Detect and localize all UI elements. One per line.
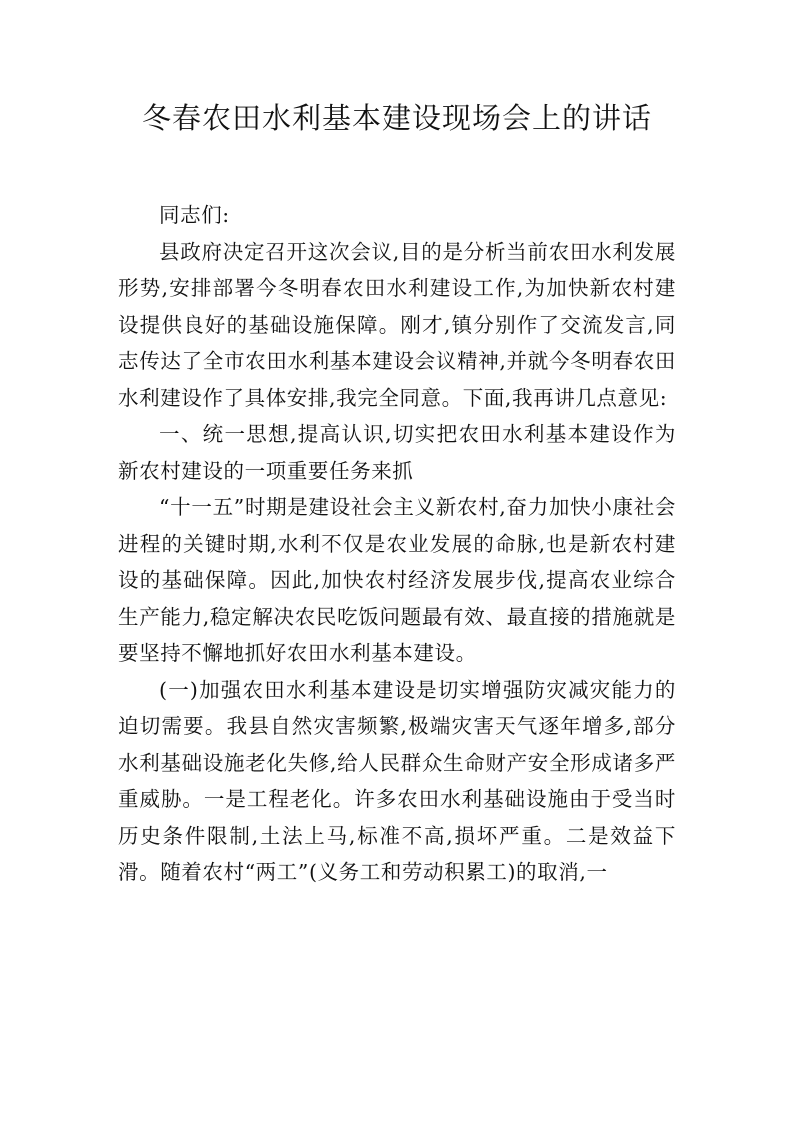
paragraph-intro: 县政府决定召开这次会议,目的是分析当前农田水利发展形势,安排部署今冬明春农田水利建设工作,为加快新农村建设提供良好的基础设施保障。刚才,镇分别作了交流发言,同志传达了全市农田水利基本建设会议精神,并就今冬明春农田水利建设作了具体安排,我完全同意。下面,我再讲几点意见: bbox=[118, 239, 676, 410]
greeting: 同志们: bbox=[159, 203, 230, 227]
document-body bbox=[118, 197, 676, 891]
section-heading-1: 一、统一思想,提高认识,切实把农田水利基本建设作为新农村建设的一项重要任务来抓 bbox=[118, 422, 676, 483]
paragraph-disaster-prevention: (一)加强农田水利基本建设是切实增强防灾减灾能力的迫切需要。我县自然灾害频繁,极端灾害天气逐年增多,部分水利基础设施老化失修,给人民群众生命财产安全形成诸多严重威胁。一是工程老化。许多农田水利基础设施由于受当时历史条件限制,土法上马,标准不高,损坏严重。二是效益下滑。随着农村“两工”(义务工和劳动积累工)的取消,一 bbox=[118, 677, 676, 884]
paragraph-five-year-plan: “十一五”时期是建设社会主义新农村,奋力加快小康社会进程的关键时期,水利不仅是农业发展的命脉,也是新农村建设的基础保障。因此,加快农村经济发展步伐,提高农业综合生产能力,稳定解决农民吃饭问题最有效、最直接的措施就是要坚持不懈地抓好农田水利基本建设。 bbox=[118, 495, 676, 665]
document-title: 冬春农田水利基本建设现场会上的讲话 bbox=[141, 101, 652, 135]
